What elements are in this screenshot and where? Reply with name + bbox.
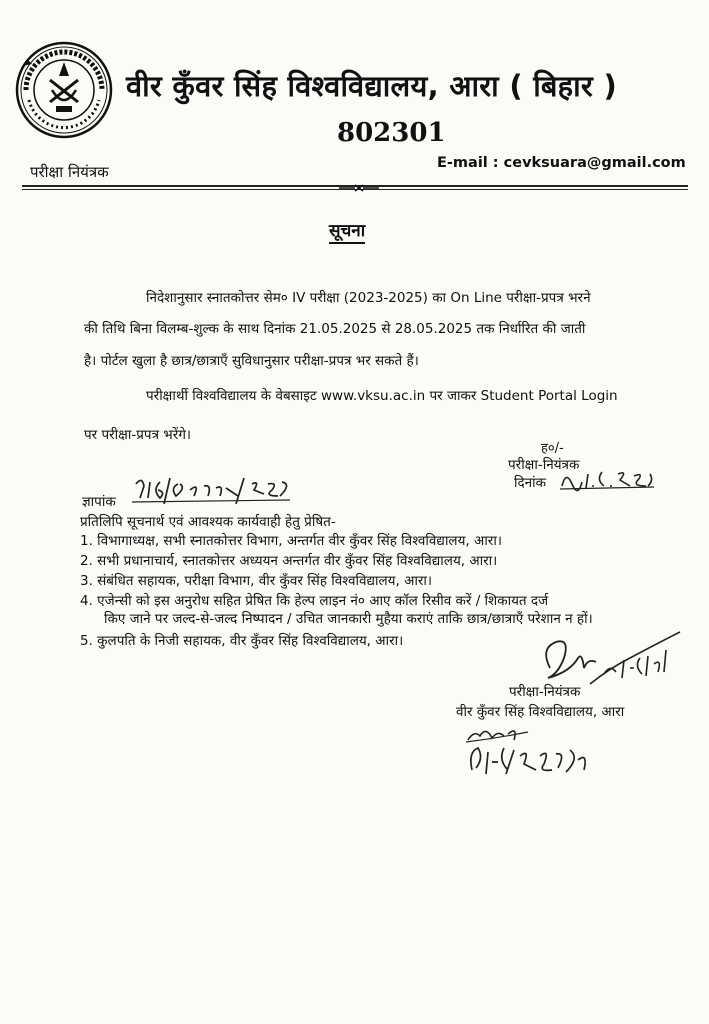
recipient-item: 2. सभी प्रधानाचार्य, स्नातकोत्तर अध्ययन अन्तर्गत वीर कुँवर सिंह विश्वविद्यालय, आरा। (80, 553, 498, 569)
recipient-item-continuation: किए जाने पर जल्द-से-जल्द निष्पादन / उचित जानकारी मुहैया कराएं ताकि छात्र/छात्राएँ परेशान न हों। (104, 611, 593, 627)
signed-mark: ह०/- (541, 441, 564, 456)
footer-controller-title: परीक्षा-नियंत्रक (509, 684, 581, 700)
notice-line: पर परीक्षा-प्रपत्र भरेंगे। (84, 427, 192, 443)
university-seal-logo (14, 40, 114, 140)
notice-title: सूचना (329, 218, 365, 244)
date-label: दिनांक (514, 475, 547, 491)
recipient-item: 5. कुलपति के निजी सहायक, वीर कुँवर सिंह विश्वविद्यालय, आरा। (80, 633, 404, 649)
copy-forwarded-intro: प्रतिलिपि सूचनार्थ एवं आवश्यक कार्यवाही हेतु प्रेषित- (80, 514, 336, 530)
office-title: परीक्षा नियंत्रक (30, 163, 109, 181)
email-contact: E-mail : cevksuara@gmail.com (437, 155, 686, 171)
handwritten-initials-date (458, 712, 593, 780)
notice-line: की तिथि बिना विलम्ब-शुल्क के साथ दिनांक 21.05.2025 से 28.05.2025 तक निर्धारित की जाती (84, 321, 586, 337)
recipient-item: 3. संबंधित सहायक, परीक्षा विभाग, वीर कुँवर सिंह विश्वविद्यालय, आरा। (80, 573, 433, 589)
pincode: 802301 (337, 118, 446, 148)
notice-line: निदेशानुसार स्नातकोत्तर सेम० IV परीक्षा (2023-2025) का On Line परीक्षा-प्रपत्र भरने (146, 290, 591, 306)
handwritten-reference-number (130, 474, 295, 508)
handwritten-date (558, 466, 658, 492)
notice-line: परीक्षार्थी विश्वविद्यालय के वेबसाइट www.vksu.ac.in पर जाकर Student Portal Login (146, 388, 618, 404)
recipient-item: 4. एजेन्सी को इस अनुरोध सहित प्रेषित कि हेल्प लाइन नं० आए कॉल रिसीव करें / शिकायत दर्ज (80, 593, 549, 609)
university-name: वीर कुँवर सिंह विश्वविद्यालय, आरा ( बिहार ) (126, 69, 617, 103)
divider-ornament-icon (339, 184, 379, 192)
footer-university-name: वीर कुँवर सिंह विश्वविद्यालय, आरा (456, 704, 625, 720)
notice-line: है। पोर्टल खुला है छात्र/छात्राएँ सुविधानुसार परीक्षा-प्रपत्र भर सकते हैं। (84, 353, 419, 369)
controller-title: परीक्षा-नियंत्रक (508, 457, 580, 473)
reference-label: ज्ञापांक (82, 494, 116, 510)
recipient-item: 1. विभागाध्यक्ष, सभी स्नातकोत्तर विभाग, अन्तर्गत वीर कुँवर सिंह विश्वविद्यालय, आरा। (80, 533, 502, 549)
